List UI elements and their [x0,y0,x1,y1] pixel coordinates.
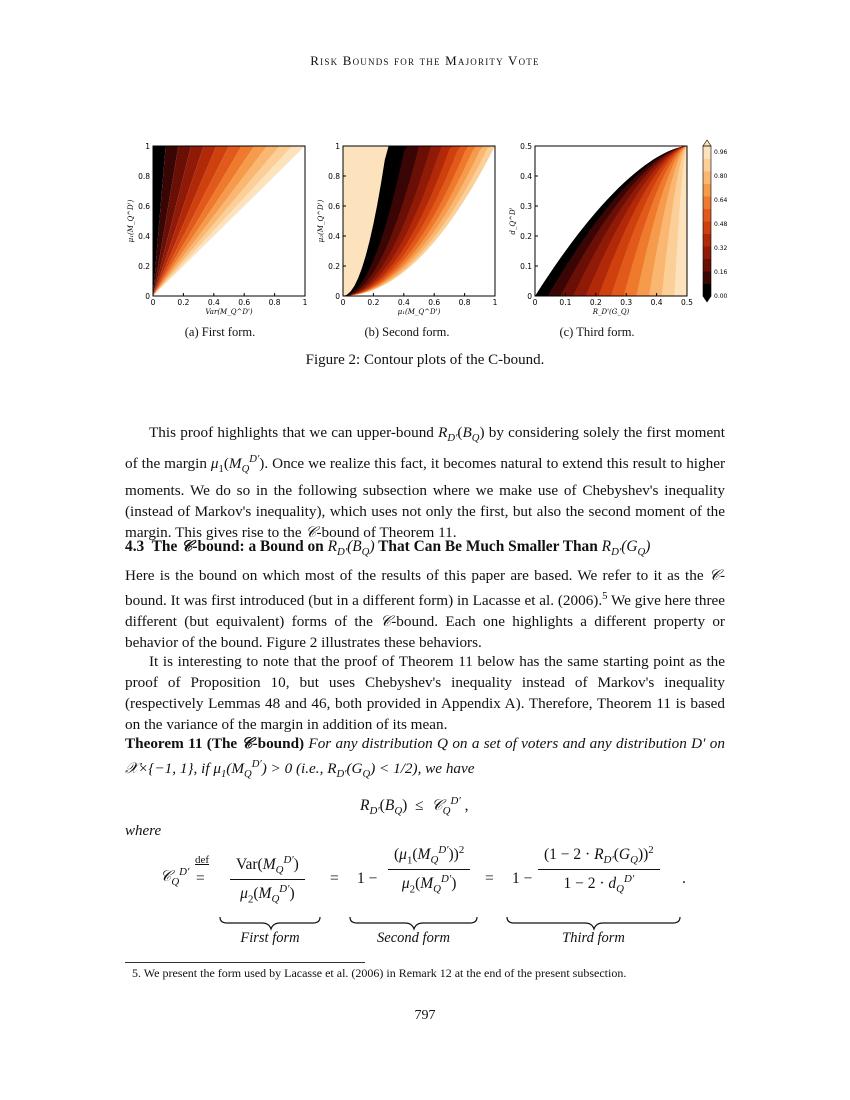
y-tick-label: 0.6 [328,202,340,211]
x-tick-label: 0.8 [268,298,281,307]
colorbar-tick-label: 0.00 [714,293,728,300]
x-tick-label: 0.5 [681,298,693,307]
x-tick-label: 0.4 [397,298,410,307]
colorbar-band [703,171,711,184]
y-tick-label: 0.2 [138,262,150,271]
theorem-11: Theorem 11 (The 𝒞-bound) For any distribution Q on a set of voters and any distribution D′ on 𝒳×{−1, 1}, if $\mu_1(M_Q^{D'}) > 0$ (i.e., $R_{D'}(G_Q) < 1/2$), we have [125,735,725,781]
first-form-label: First form [240,930,300,946]
x-tick-label: 0.4 [650,298,663,307]
equals-def: = [196,870,205,887]
y-tick-label: 0 [527,292,532,301]
x-tick-label: 0.2 [367,298,380,307]
y-tick-label: 0 [335,292,340,301]
equals-2: = [485,870,494,887]
y-tick-label: 1 [335,142,340,151]
underbrace-first [220,917,320,929]
y-axis-label: d_Q^D' [509,207,517,235]
colorbar-band [703,159,711,172]
x-tick-label: 0.3 [620,298,633,307]
footnote-rule [125,962,365,963]
y-tick-label: 0.4 [520,172,532,181]
colorbar-tick-label: 0.80 [714,173,728,180]
caption-panel-b: (b) Second form. [364,325,450,339]
colorbar-bottom-arrow [703,296,711,302]
y-axis-label: μ₂(M_Q^D') [317,199,325,243]
colorbar-band [703,221,711,234]
y-tick-label: 0.8 [328,172,340,181]
colorbar-band [703,234,711,247]
x-tick-label: 0.6 [428,298,441,307]
def-label: def [195,854,210,866]
footnote-5: 5. We present the form used by Lacasse et al. (2006) in Remark 12 at the end of the present subsection. [132,966,627,980]
page-number: 797 [414,1008,436,1023]
y-tick-label: 0 [145,292,150,301]
x-axis-label: Var(M_Q^D') [205,308,253,316]
figure-2 [115,138,735,338]
third-form-fraction: $\frac{(1 - 2 \cdot R_{D'}(G_Q))^2}{1 - 2 \cdot d_Q^{D'}}$ [538,844,660,896]
colorbar-band [703,259,711,272]
one-minus-2: 1 − [512,870,533,887]
underbrace-third [507,917,680,929]
y-tick-label: 0.4 [328,232,340,241]
x-tick-label: 1 [302,298,308,307]
x-tick-label: 0.2 [589,298,602,307]
x-tick-label: 0 [532,298,538,307]
paragraph-bound-intro: Here is the bound on which most of the results of this paper are based. We refer to it as the 𝒞-bound. It was first introduced (but in a different form) in Lacasse et al. (2006).$^5$ We give here three different (but equivalent) forms of the 𝒞-bound. Each one highlights a different property or behavior of the bound. Figure 2 illustrates these behaviors. [125,567,725,652]
panel-c-contours [535,146,687,296]
equals-1: = [330,870,339,887]
x-tick-label: 0 [150,298,156,307]
c-bound-symbol: 𝒞$_Q^{D'}$ [160,866,190,889]
running-header: Risk Bounds for the Majority Vote [310,53,540,68]
x-tick-label: 0.8 [458,298,471,307]
first-form-fraction: $\frac{Var(M_Q^{D'})}{\mu_2(M_Q^{D'})}$ [230,854,305,906]
paragraph-proof-highlight: This proof highlights that we can upper-bound $R_{D'}(B_Q)$ by considering solely the first moment of the margin $\mu_1(M_Q^{D'})$. Once we realize this fact, it becomes natural to extend this result to higher moments. We do so in the following subsection where we make use of Chebyshev's inequality (instead of Markov's inequality), which uses not only the first, but also the second moment of the margin. This gives rise to the 𝒞-bound of Theorem 11. [125,424,726,542]
c-bound-inequality: $R_{D'}(B_Q)$ ≤ 𝒞$_Q^{D'}$ , [360,795,469,818]
x-axis-label: R_D'(G_Q) [592,308,630,316]
colorbar-tick-label: 0.64 [714,197,728,204]
y-tick-label: 0.8 [138,172,150,181]
figure-caption: Figure 2: Contour plots of the C-bound. [305,352,545,368]
colorbar-tick-label: 0.48 [714,221,728,228]
second-form-label: Second form [377,930,450,946]
x-axis-label: μ₁(M_Q^D') [397,308,441,316]
colorbar-tick-label: 0.32 [714,245,728,252]
colorbar-band [703,209,711,222]
y-tick-label: 0.6 [138,202,150,211]
third-form-label: Third form [562,930,625,946]
x-tick-label: 0.1 [559,298,572,307]
paragraph-chebyshev: It is interesting to note that the proof of Theorem 11 below has the same starting point as the proof of Proposition 10, but uses Chebyshev's inequality instead of Markov's inequality (respectively Lemmas 48 and 46, both provided in Appendix A). Therefore, Theorem 11 is based on the variance of the margin in addition of its mean. [125,653,725,733]
period: . [682,870,686,887]
where-label: where [125,823,162,839]
x-tick-label: 0.6 [238,298,251,307]
caption-panel-a: (a) First form. [184,325,256,339]
panel-b-contours [343,146,495,296]
panel-a-contours [153,146,305,296]
colorbar-band [703,271,711,284]
colorbar-tick-label: 0.16 [714,269,728,276]
colorbar-band [703,284,711,297]
y-axis-label: μ₁(M_Q^D') [127,199,135,243]
y-tick-label: 0.2 [328,262,340,271]
y-tick-label: 0.3 [520,202,532,211]
x-tick-label: 1 [492,298,498,307]
colorbar [703,140,728,302]
y-tick-label: 0.5 [520,142,532,151]
x-tick-label: 0 [340,298,346,307]
y-tick-label: 0.1 [520,262,532,271]
section-heading-4-3: 4.3 The 𝒞-bound: a Bound on $R_{D'}(B_Q)$ That Can Be Much Smaller Than $R_{D'}(G_Q)$ [125,538,651,559]
colorbar-band [703,246,711,259]
colorbar-band [703,184,711,197]
underbrace-second [350,917,477,929]
underbraces [215,915,685,931]
y-tick-label: 0.2 [520,232,532,241]
colorbar-band [703,146,711,159]
caption-panel-c: (c) Third form. [559,325,635,339]
one-minus-1: 1 − [357,870,378,887]
colorbar-top-arrow [703,140,711,146]
x-tick-label: 0.2 [177,298,190,307]
x-tick-label: 0.4 [207,298,220,307]
y-tick-label: 0.4 [138,232,150,241]
second-form-fraction: $\frac{(\mu_1(M_Q^{D'}))^2}{\mu_2(M_Q^{D'})}$ [388,844,470,896]
y-tick-label: 1 [145,142,150,151]
contour-plots [115,138,735,338]
c-bound-equation [160,844,700,918]
colorbar-tick-label: 0.96 [714,149,728,156]
colorbar-band [703,196,711,209]
